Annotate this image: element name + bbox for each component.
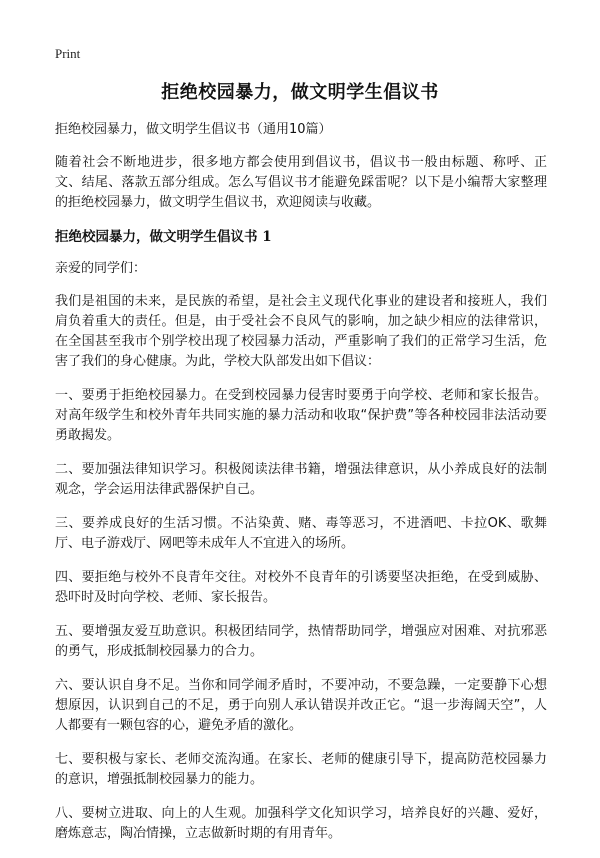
body-paragraph: 二、要加强法律知识学习。积极阅读法律书籍，增强法律意识，从小养成良好的法制观念，学会运用法律武器保护自己。 (55, 462, 547, 497)
document-body (55, 120, 547, 858)
print-link[interactable]: Print (55, 46, 81, 61)
greeting: 亲爱的同学们： (55, 261, 147, 276)
intro-paragraph: 随着社会不断地进步，很多地方都会使用到倡议书，倡议书一般由标题、称呼、正文、结尾、落款五部分组成。怎么写倡议书才能避免踩雷呢？以下是小编帮大家整理的拒绝校园暴力，做文明学生倡议书，欢迎阅读与收藏。 (55, 155, 547, 210)
body-paragraph: 八、要树立进取、向上的人生观。加强科学文化知识学习，培养良好的兴趣、爱好，磨炼意志，陶冶情操，立志做新时期的有用青年。 (55, 806, 547, 841)
body-paragraph: 五、要增强友爱互助意识。积极团结同学，热情帮助同学，增强应对困难、对抗邪恶的勇气，形成抵制校园暴力的合力。 (55, 624, 547, 659)
body-paragraph: 六、要认识自身不足。当你和同学闹矛盾时，不要冲动，不要急躁，一定要静下心想想原因，认识到自己的不足，勇于向别人承认错误并改正它。“退一步海阔天空”，人人都要有一颗包容的心，避免矛盾的激化。 (55, 678, 547, 733)
body-paragraph: 我们是祖国的未来，是民族的希望，是社会主义现代化事业的建设者和接班人，我们肩负着重大的责任。但是，由于受社会不良风气的影响，加之缺少相应的法律常识，在全国甚至我市个别学校出现了校园暴力活动，严重影响了我们的正常学习生活，危害了我们的身心健康。为此，学校大队部发出如下倡议： (55, 294, 547, 369)
page-title: 拒绝校园暴力，做文明学生倡议书 (161, 82, 439, 103)
section-heading: 拒绝校园暴力，做文明学生倡议书 1 (55, 229, 272, 245)
subtitle: 拒绝校园暴力，做文明学生倡议书（通用10篇） (55, 122, 332, 137)
body-paragraph: 一、要勇于拒绝校园暴力。在受到校园暴力侵害时要勇于向学校、老师和家长报告。对高年级学生和校外青年共同实施的暴力活动和收取“保护费”等各种校园非法活动要勇敢揭发。 (55, 388, 547, 443)
body-paragraph: 七、要积极与家长、老师交流沟通。在家长、老师的健康引导下，提高防范校园暴力的意识，增强抵制校园暴力的能力。 (55, 752, 547, 787)
body-paragraph: 三、要养成良好的生活习惯。不沾染黄、赌、毒等恶习，不进酒吧、卡拉OK、歌舞厅、电子游戏厅、网吧等未成年人不宜进入的场所。 (55, 516, 547, 551)
body-paragraph: 四、要拒绝与校外不良青年交往。对校外不良青年的引诱要坚决拒绝，在受到威胁、恐吓时及时向学校、老师、家长报告。 (55, 570, 547, 605)
